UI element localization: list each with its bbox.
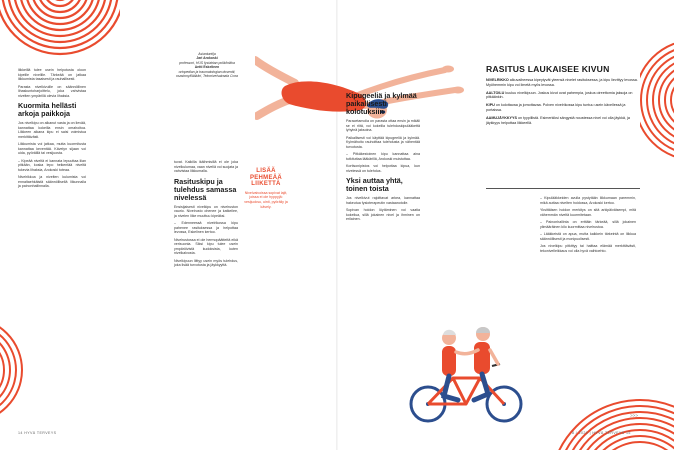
paragraph: Jos nivelkivut rajoittavat arkea, kannattaa hakeutua fysioterapeutin vastaanotolle.: [346, 196, 420, 205]
section-heading: Yksi auttaa yhtä, toinen toista: [346, 176, 403, 193]
paragraph: – Pitkäkestoinen kipu kannattaa aina tutkituttaa lääkärillä, Arokoski muistuttaa.: [346, 152, 420, 161]
paragraph: Nivelrikkoa ja nivelten kulumista voi ennaltaehkäistä säännöllisellä liikunnalla ja painonhallinnalla.: [18, 175, 86, 188]
paragraph: Liikkumista voi jatkaa, mutta kuormitusta kannattaa keventää. Kävelyn sijaan voi uida, pyöräillä tai vesijuosta.: [18, 142, 86, 155]
page-number-left: 14 HYVÄ TERVEYS: [18, 431, 57, 435]
page-number-right: 8 / 2020 | HYVÄ TERVEYS 15: [572, 431, 631, 435]
caption-name-1: Jari Arokoski: [196, 56, 218, 61]
rings-decoration-bottom-right: [550, 380, 674, 450]
pull-quote-title: LISÄÄ PEHMEÄÄ LIIKETTÄ: [249, 168, 283, 188]
left-column-1: [18, 68, 86, 192]
tandem-bicycle-illustration: [408, 300, 528, 428]
paragraph: Jos nivelkipu pitkittyy tai haittaa elämää merkittävästi, tekonivelleikkaus voi olla hyvä vaihtoehto.: [540, 244, 636, 253]
section-heading: Rasituskipu ja tulehdus samassa nivelessä: [174, 176, 237, 202]
rings-decoration-top-left: [0, 0, 120, 70]
paragraph: – Kipulääkkeiden avulla pystytään liikkumaan paremmin, mikä auttaa nivelten hoidossa, Arokoski kertoo.: [540, 196, 636, 205]
fact-item-text: on tyypillistä. Esimerkiksi sängystä noustessa nivel voi olla jäykkä, ja jäykkyys helpottaa liikkeellä.: [486, 116, 630, 125]
fact-item-text: alkuvaiheessa kipeytyvät yleensä nivelet rasituksessa, ja kipu lievittyy levossa. Myöhemmin kipu voi ilmetä myös levossa.: [486, 78, 638, 87]
paragraph: – Edenneessä nivelrikossa kipu pahenee rasituksessa ja helpottaa levossa, Eskelinen kertoo.: [174, 221, 238, 234]
continue-arrows: >>>: [630, 413, 639, 418]
caption-label: Asiantuntija: [198, 52, 216, 56]
paragraph: Nivelrustossa ei ole hermopäätteitä eikä verisuonia. Siksi kipu tulee usein ympäröivistä kudoksista, kuten nivelkalvosta.: [174, 237, 238, 255]
paragraph: – Lääkkeistä on apua, mutta kaikkein tärkeintä on liikkua säännöllisesti ja monipuolisesti.: [540, 232, 636, 241]
fact-item-text: on kolottavaa ja jomottavaa. Polven nivelrikossa kipu tuntuu usein kävellessä ja portaissa.: [486, 103, 626, 112]
fact-item: [486, 103, 642, 112]
paragraph: – Kipeää niveltä ei kannata lepuuttaa liian pitkään, koska lepo heikentää niveltä tukevia lihaksia, Arokoski toteaa.: [18, 158, 86, 172]
caption-role-2: ortopedian ja traumatologian dosentti, osastonylilääkäri, Tekonivelsairaala Coxa: [176, 69, 238, 79]
fact-item-keyword: AALTOILU: [486, 90, 505, 95]
fact-box-divider: [486, 188, 640, 189]
paragraph: tuvat. Kaikilla ikäihmisillä ei ole joka nivelkulumaa, vaan niveliä voi suojata ja vahvistaa liikkumalla.: [174, 160, 238, 173]
paragraph: Kortisonipistos voi helpottaa kipua, kun nivelessä on tulehdus.: [346, 164, 420, 173]
fact-item: [486, 91, 642, 100]
right-column-2: [540, 196, 636, 256]
paragraph: Sopivan hoidon löytäminen voi vaatia kokeilua, sillä jokainen nivel ja ihminen on erilainen.: [346, 208, 420, 221]
fact-item-keyword: KIPU: [486, 103, 495, 108]
paragraph: Paracetamolia on parasta ottaa ensin ja mikäli se ei riitä, voi kokeilla tulehduskipulääkettä lyhyinä jaksoina.: [346, 119, 420, 132]
paragraph: Jos nivelkipu on alkanut vasta ja on lievää, kannattaa kokeilla ensin omahoitoa. Liikkeen aikana kipu ei saisi voimistua merkittävästi.: [18, 121, 86, 139]
right-column-1: [346, 88, 420, 225]
pull-quote-body: Nivelvaivoissa sopivat lajit, joissa ei ole hyppyjä: vesijuoksu, uinti, pyöräily ja kävely.: [244, 190, 288, 209]
caption-role-1: professori, HUS fysiatrian poliklinikka: [179, 60, 235, 65]
rings-decoration-right: [640, 20, 674, 170]
fact-item: [486, 78, 642, 87]
fact-box: [486, 65, 642, 129]
paragraph: Ensisijaisesti nivelkipu on nivelruston vaurio. Nivelrusto ohenee ja katkeilee, ja nivelen liike muuttuu kipeäksi.: [174, 204, 238, 218]
section-heading: Kuormita hellästi arkoja paikkoja: [18, 101, 77, 118]
fact-item: [486, 116, 642, 125]
fact-item-keyword: NIVELRIKKO: [486, 78, 509, 82]
section-heading: Kipugeeliä ja kylmää paikallisesti kolotuksiin: [346, 91, 417, 116]
paragraph: Yksittäisen hoidon merkitys on sitä arkipäiväisempi, mitä vähemmän niveltä kuormitetaan.: [540, 208, 636, 217]
fact-item-keyword: AAMUJÄYKKYYS: [486, 116, 517, 121]
paragraph: Nivelkipuun liittyy usein myös tulehdus, joka lisää turvotusta ja jäykkyyttä.: [174, 258, 238, 267]
fact-item-text: kuuluu nivelkipuun. Joskus kivut ovat pahempia, joskus oireettomia jaksoja on pitkäänkin.: [486, 90, 633, 100]
pull-quote: [242, 168, 290, 210]
paragraph: – Painonhallinta on erittäin tärkeää, sillä jokainen ylimääräinen kilo kuormittaa nivelrustoa.: [540, 220, 636, 229]
paragraph: liikkeillä tulee usein helpotusta oloon kipeille nivelille. Tärkeää on jatkaa liikkumista tasaisesti ja rauhallisesti.: [18, 68, 86, 81]
rings-decoration-bottom-left: [0, 300, 24, 450]
fact-box-title: RASITUS LAUKAISEE KIVUN: [486, 64, 610, 74]
paragraph: Paikallisesti voi käyttää kipugeeliä ja kylmää. Kylmähoito rauhoittaa tulehdusta ja vähentää turvotusta.: [346, 135, 420, 149]
caption-name-2: Antti Eskelinen: [194, 65, 220, 70]
paragraph: Parasta nivelkivuille on säännöllinen lihaskuntoharjoittelu, joka vahvistaa nivelten ympärillä olevia lihaksia.: [18, 84, 86, 98]
expert-caption: [176, 52, 238, 78]
left-column-2: [174, 160, 238, 271]
